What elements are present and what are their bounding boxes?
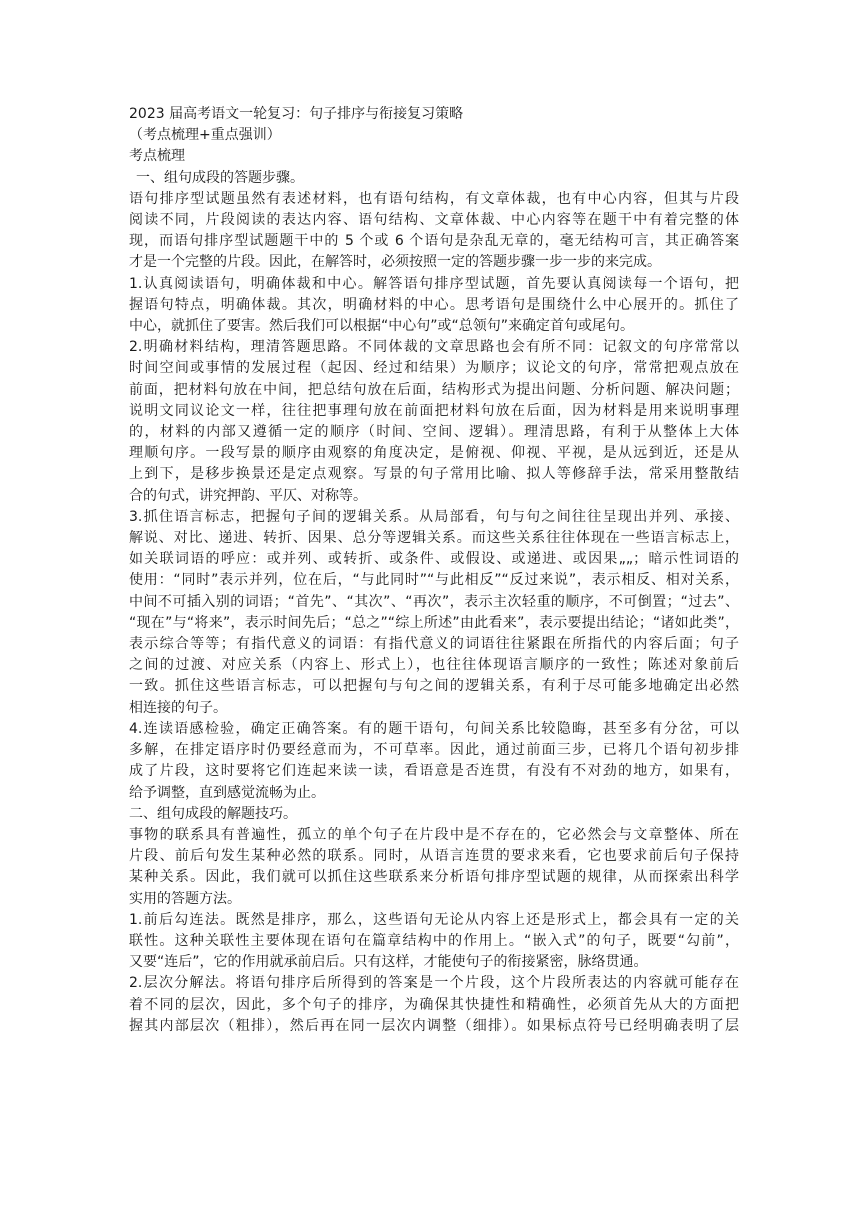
document-subtitle: （考点梳理+重点强训）	[129, 127, 281, 144]
text-line: 解说、对比、递进、转折、因果、总分等逻辑关系。而这些关系往往体现在一些语言标志上，	[129, 530, 739, 547]
text-line: 的，材料的内部又遵循一定的顺序（时间、空间、逻辑）。理清思路，有利于从整体上大体	[129, 424, 739, 441]
text-line: 2.层次分解法。将语句排序后所得到的答案是一个片段，这个片段所表达的内容就可能存在	[129, 975, 739, 992]
text-line: 上到下，是移步换景还是定点观察。写景的句子常用比喻、拟人等修辞手法，常采用整散结	[129, 466, 739, 483]
text-line: 实用的答题方法。	[129, 890, 241, 907]
text-line: 中心，就抓住了要害。然后我们可以根据“中心句”或“总领句”来确定首句或尾句。	[129, 318, 635, 335]
paragraph-step-1	[129, 274, 739, 338]
text-line: 1.前后勾连法。既然是排序，那么，这些语句无论从内容上还是形式上，都会具有一定的关	[129, 911, 739, 928]
paragraph-step-4	[129, 719, 739, 804]
text-line: 表示综合等等；有指代意义的词语：有指代意义的词语往往紧跟在所指代的内容后面；句子	[129, 636, 739, 653]
section-label: 考点梳理	[129, 148, 185, 165]
paragraph-step-3	[129, 507, 739, 719]
text-line: 中间不可插入别的词语；“首先”、“其次”、“再次”，表示主次轻重的顺序，不可倒置；“过去”、	[129, 593, 739, 610]
text-line: 如关联词语的呼应：或并列、或转折、或条件、或假设、或递进、或因果„„；暗示性词语的	[129, 551, 739, 568]
text-line: 之间的过渡、对应关系（内容上、形式上），也往往体现语言顺序的一致性；陈述对象前后	[129, 657, 739, 674]
text-line: 事物的联系具有普遍性，孤立的单个句子在片段中是不存在的，它必然会与文章整体、所在	[129, 826, 739, 843]
text-line: 片段、前后句发生某种必然的联系。同时，从语言连贯的要求来看，它也要求前后句子保持	[129, 848, 739, 865]
heading-techniques: 二、组句成段的解题技巧。	[129, 805, 297, 822]
paragraph-technique-1	[129, 910, 739, 974]
text-line: 给予调整，直到感觉流畅为止。	[129, 784, 325, 801]
text-line: 多解，在排定语序时仍要经意而为，不可草率。因此，通过前面三步，已将几个语句初步排	[129, 742, 739, 759]
text-line: 握语句特点，明确体裁。其次，明确材料的中心。思考语句是围绕什么中心展开的。抓住了	[129, 296, 739, 313]
text-line: 合的句式，讲究押韵、平仄、对称等。	[129, 487, 367, 504]
paragraph-technique-2	[129, 973, 739, 1037]
text-line: 某种关系。因此，我们就可以抓住这些联系来分析语句排序型试题的规律，从而探索出科学	[129, 869, 739, 886]
text-line: 成了片段，这时要将它们连起来读一读，看语意是否连贯，有没有不对劲的地方，如果有，	[129, 763, 739, 780]
text-line: 3.抓住语言标志，把握句子间的逻辑关系。从局部看，句与句之间往往呈现出并列、承接、	[129, 508, 739, 525]
text-line: 语句排序型试题虽然有表述材料，也有语句结构，有文章体裁，也有中心内容，但其与片段	[129, 190, 739, 207]
text-line: 又要“连后”，它的作用就承前启后。只有这样，才能使句子的衔接紧密，脉络贯通。	[129, 954, 648, 971]
paragraph-intro	[129, 189, 739, 274]
text-line: 2.明确材料结构，理清答题思路。不同体裁的文章思路也会有所不同：记叙文的句序常常以	[129, 339, 739, 356]
text-line: 才是一个完整的片段。因此，在解答时，必须按照一定的答题步骤一步一步的来完成。	[129, 254, 661, 271]
text-line: 相连接的句子。	[129, 699, 227, 716]
text-line: 时间空间或事情的发展过程（起因、经过和结果）为顺序；议论文的句序，常常把观点放在	[129, 360, 739, 377]
paragraph-intro-2	[129, 825, 739, 910]
text-line: 现，而语句排序型试题题干中的 5 个或 6 个语句是杂乱无章的，毫无结构可言，其正确答案	[129, 233, 739, 250]
text-line: 理顺句序。一段写景的顺序由观察的角度决定，是俯视、仰视、平视，是从远到近，还是从	[129, 445, 739, 462]
paragraph-step-2	[129, 337, 739, 507]
text-line: 联性。这种关联性主要体现在语句在篇章结构中的作用上。“嵌入式”的句子，既要“勾前”，	[129, 932, 739, 949]
text-line: 握其内部层次（粗排），然后再在同一层次内调整（细排）。如果标点符号已经明确表明了层	[129, 1017, 739, 1034]
text-line: “现在”与“将来”，表示时间先后；“总之”“综上所述”由此看来”，表示要提出结论；“诸如此类”，	[129, 614, 739, 631]
text-line: 着不同的层次，因此，多个句子的排序，为确保其快捷性和精确性，必须首先从大的方面把	[129, 996, 739, 1013]
text-line: 1.认真阅读语句，明确体裁和中心。解答语句排序型试题，首先要认真阅读每一个语句，把	[129, 275, 739, 292]
document-page	[129, 104, 739, 1037]
text-line: 前面，把材料句放在中间，把总结句放在后面，结构形式为提出问题、分析问题、解决问题；	[129, 381, 739, 398]
text-line: 一致。抓住这些语言标志，可以把握句与句之间的逻辑关系，有利于尽可能多地确定出必然	[129, 678, 739, 695]
text-line: 阅读不同，片段阅读的表达内容、语句结构、文章体裁、中心内容等在题干中有着完整的体	[129, 212, 739, 229]
heading-steps: 一、组句成段的答题步骤。	[136, 169, 304, 186]
text-line: 4.连读语感检验，确定正确答案。有的题干语句，句间关系比较隐晦，甚至多有分岔，可以	[129, 720, 739, 737]
text-line: 说明文同议论文一样，往往把事理句放在前面把材料句放在后面，因为材料是用来说明事理	[129, 402, 739, 419]
document-title: 2023 届高考语文一轮复习：句子排序与衔接复习策略	[129, 106, 464, 122]
text-line: 使用：“同时”表示并列，位在后，“与此同时”“与此相反”“反过来说”，表示相反、相对关系，	[129, 572, 739, 589]
